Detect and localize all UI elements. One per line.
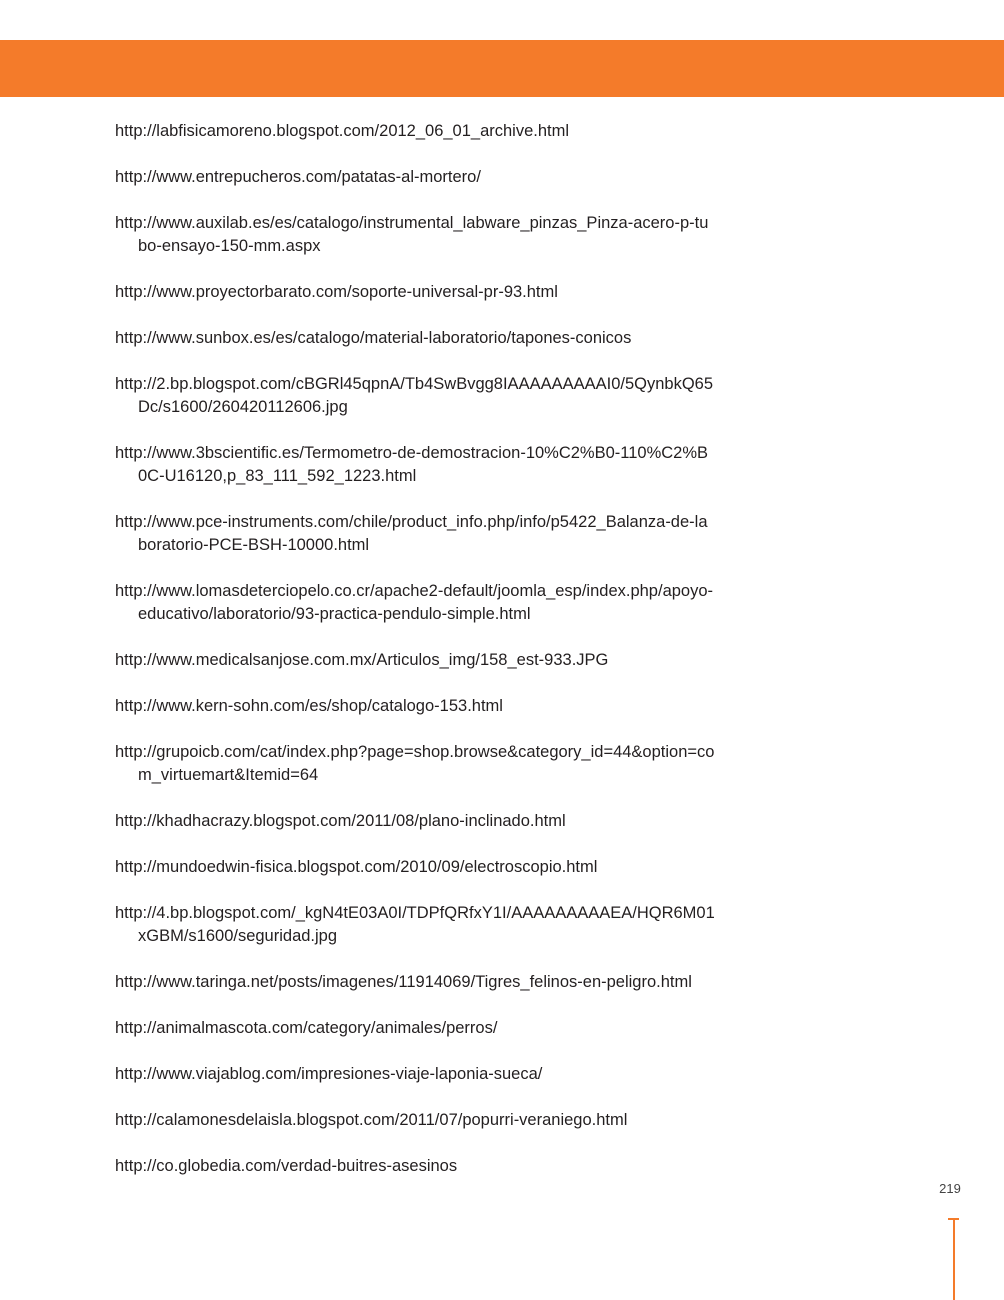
reference-item[interactable]: http://www.sunbox.es/es/catalogo/material-laboratorio/tapones-conicos bbox=[115, 329, 632, 347]
reference-item[interactable]: http://mundoedwin-fisica.blogspot.com/2010/09/electroscopio.html bbox=[115, 858, 598, 876]
reference-item[interactable]: http://www.lomasdeterciopelo.co.cr/apache2-default/joomla_esp/index.php/apoyo-educativo/laboratorio/93-practica-pendulo-simple.html bbox=[115, 582, 714, 623]
page-number: 219 bbox=[939, 1181, 961, 1196]
reference-item[interactable]: http://www.auxilab.es/es/catalogo/instrumental_labware_pinzas_Pinza-acero-p-tubo-ensayo-150-mm.aspx bbox=[115, 214, 709, 255]
reference-item[interactable]: http://labfisicamoreno.blogspot.com/2012_06_01_archive.html bbox=[115, 122, 570, 140]
reference-item[interactable]: http://animalmascota.com/category/animales/perros/ bbox=[115, 1019, 498, 1037]
reference-item[interactable]: http://www.pce-instruments.com/chile/product_info.php/info/p5422_Balanza-de-laboratorio-PCE-BSH-10000.html bbox=[115, 513, 708, 554]
reference-item[interactable]: http://4.bp.blogspot.com/_kgN4tE03A0I/TDPfQRfxY1I/AAAAAAAAAEA/HQR6M01xGBM/s1600/seguridad.jpg bbox=[115, 904, 715, 945]
reference-item[interactable]: http://grupoicb.com/cat/index.php?page=shop.browse&category_id=44&option=com_virtuemart&Itemid=64 bbox=[115, 743, 715, 784]
reference-item[interactable]: http://2.bp.blogspot.com/cBGRl45qpnA/Tb4SwBvgg8IAAAAAAAAAI0/5QynbkQ65Dc/s1600/260420112606.jpg bbox=[115, 375, 714, 416]
header-band bbox=[0, 40, 1004, 97]
reference-item[interactable]: http://co.globedia.com/verdad-buitres-asesinos bbox=[115, 1157, 458, 1175]
reference-item[interactable]: http://www.3bscientific.es/Termometro-de-demostracion-10%C2%B0-110%C2%B0C-U16120,p_83_111_592_1223.html bbox=[115, 444, 709, 485]
reference-item[interactable]: http://www.proyectorbarato.com/soporte-universal-pr-93.html bbox=[115, 283, 558, 301]
reference-item[interactable]: http://www.taringa.net/posts/imagenes/11914069/Tigres_felinos-en-peligro.html bbox=[115, 973, 692, 991]
reference-item[interactable]: http://www.entrepucheros.com/patatas-al-mortero/ bbox=[115, 168, 481, 186]
reference-item[interactable]: http://khadhacrazy.blogspot.com/2011/08/plano-inclinado.html bbox=[115, 812, 566, 830]
reference-item[interactable]: http://calamonesdelaisla.blogspot.com/2011/07/popurri-veraniego.html bbox=[115, 1111, 628, 1129]
reference-item[interactable]: http://www.kern-sohn.com/es/shop/catalogo-153.html bbox=[115, 697, 503, 715]
margin-rule bbox=[953, 1218, 955, 1300]
reference-list bbox=[115, 120, 715, 1201]
reference-item[interactable]: http://www.medicalsanjose.com.mx/Articulos_img/158_est-933.JPG bbox=[115, 651, 609, 669]
reference-item[interactable]: http://www.viajablog.com/impresiones-viaje-laponia-sueca/ bbox=[115, 1065, 543, 1083]
